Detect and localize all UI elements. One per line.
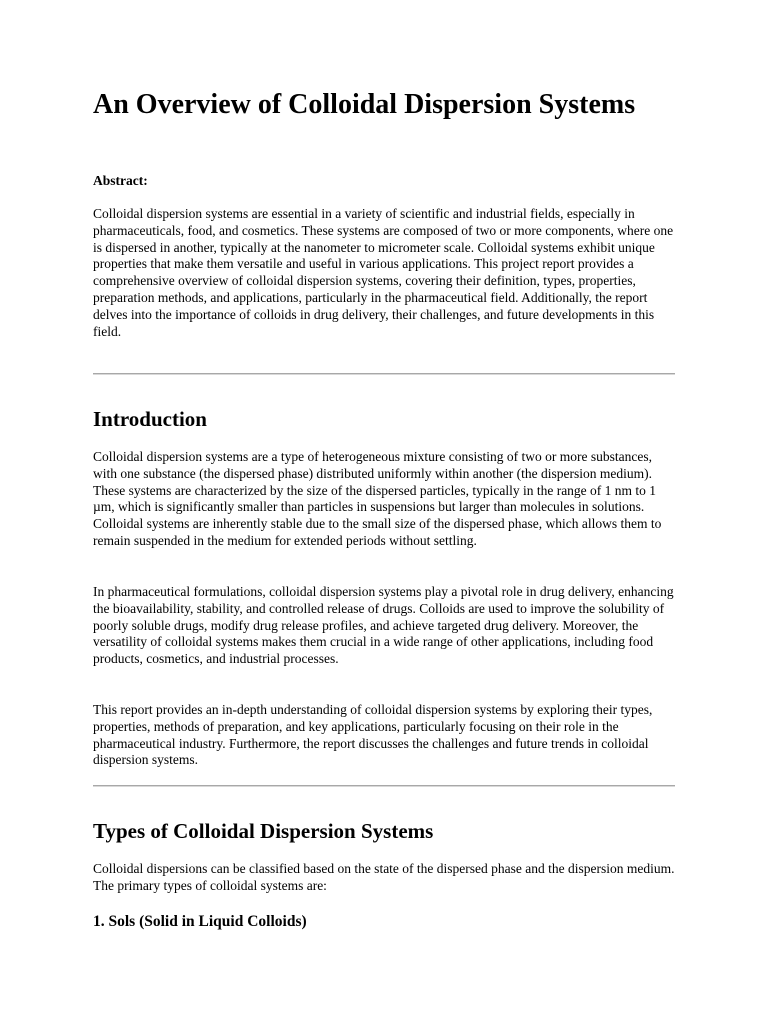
types-heading: Types of Colloidal Dispersion Systems <box>93 819 434 843</box>
abstract-label: Abstract: <box>93 173 148 188</box>
types-intro-paragraph: Colloidal dispersions can be classified based on the state of the dispersed phase and the dispersion medium. The primary types of colloidal systems are: <box>93 861 675 893</box>
document-title: An Overview of Colloidal Dispersion Systems <box>93 89 636 120</box>
section-divider <box>93 785 675 787</box>
abstract-paragraph: Colloidal dispersion systems are essential in a variety of scientific and industrial fields, especially in pharmaceuticals, food, and cosmetics. These systems are composed of two or more components, where one is dispersed in another, typically at the nanometer to micrometer scale. Colloidal systems exhibit unique properties that make them versatile and useful in various applications. This project report provides a comprehensive overview of colloidal dispersion systems, covering their definition, types, properties, preparation methods, and applications, particularly in the pharmaceutical field. Additionally, the report delves into the importance of colloids in drug delivery, their challenges, and future developments in this field. <box>93 206 674 339</box>
introduction-paragraph-3: This report provides an in-depth understanding of colloidal dispersion systems by exploring their types, properties, methods of preparation, and key applications, particularly focusing on their role in the pharmaceutical industry. Furthermore, the report discusses the challenges and future trends in colloidal dispersion systems. <box>93 702 653 768</box>
introduction-paragraph-2: In pharmaceutical formulations, colloidal dispersion systems play a pivotal role in drug delivery, enhancing the bioavailability, stability, and controlled release of drugs. Colloids are used to improve the solubility of poorly soluble drugs, modify drug release profiles, and achieve targeted drug delivery. Moreover, the versatility of colloidal systems makes them crucial in a wide range of other applications, including food products, cosmetics, and industrial processes. <box>93 584 674 667</box>
types-subheading-sols: 1. Sols (Solid in Liquid Colloids) <box>93 913 307 930</box>
introduction-heading: Introduction <box>93 407 207 431</box>
section-divider <box>93 373 675 375</box>
introduction-paragraph-1: Colloidal dispersion systems are a type of heterogeneous mixture consisting of two or more substances, with one substance (the dispersed phase) distributed uniformly within another (the dispersion medium). These systems are characterized by the size of the dispersed particles, typically in the range of 1 nm to 1 µm, which is significantly smaller than particles in suspensions but larger than molecules in solutions. Colloidal systems are inherently stable due to the small size of the dispersed phase, which allows them to remain suspended in the medium for extended periods without settling. <box>93 449 662 548</box>
